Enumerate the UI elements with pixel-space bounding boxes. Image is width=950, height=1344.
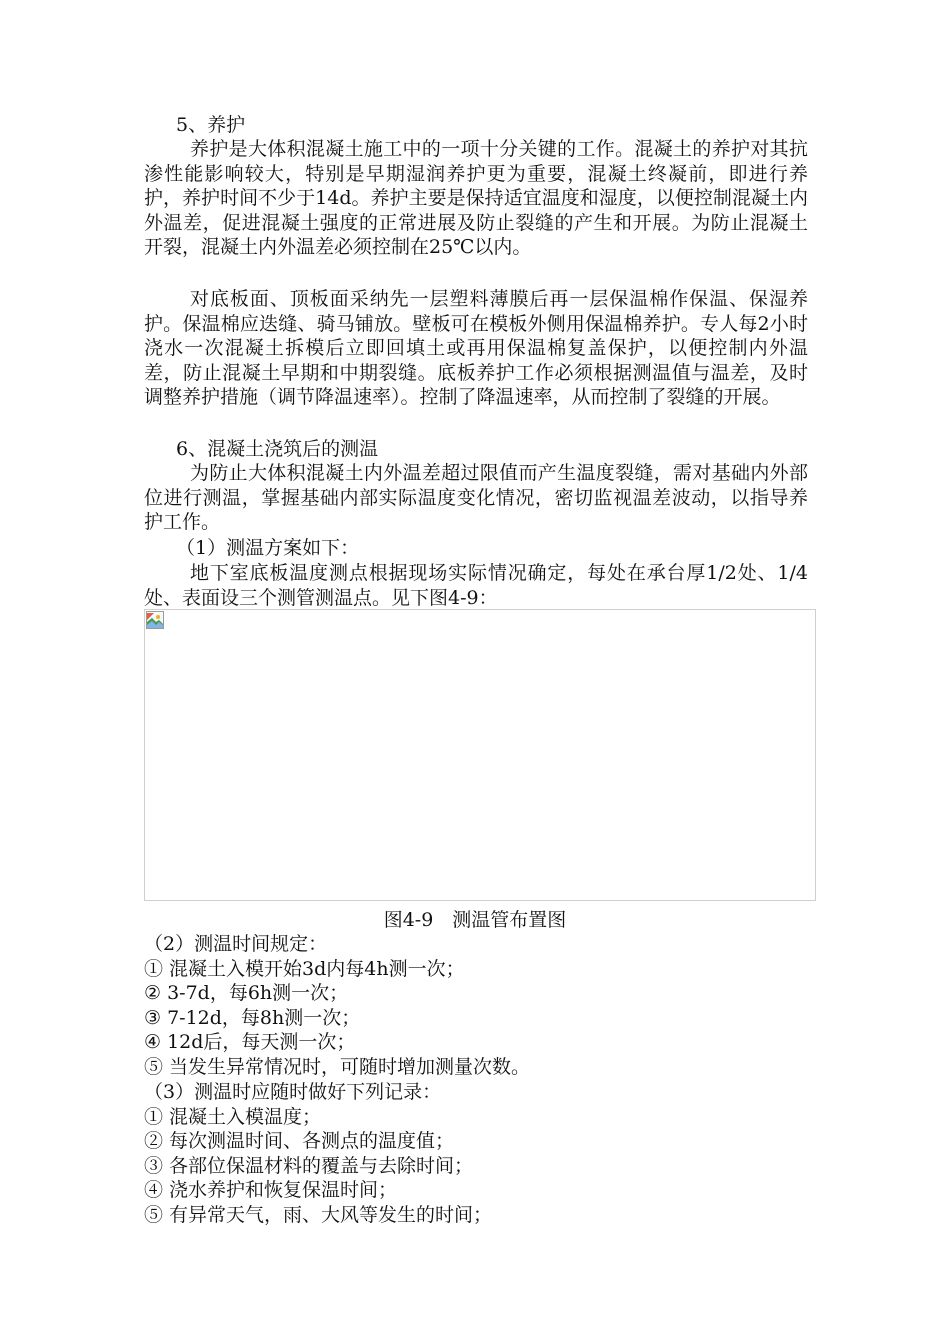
list-title: （3）测温时应随时做好下列记录：: [144, 1081, 442, 1103]
list-item: ④ 12d后，每天测一次；: [144, 1031, 356, 1054]
list-item: ⑤ 当发生异常情况时，可随时增加测量次数。: [144, 1055, 531, 1078]
list-item: ④ 浇水养护和恢复保温时间；: [144, 1179, 398, 1202]
paragraph-measuring-points: [144, 561, 808, 610]
list-title: （2）测温时间规定：: [144, 933, 328, 955]
list-item: ③ 各部位保温材料的覆盖与去除时间；: [144, 1154, 474, 1177]
broken-image-icon: [146, 611, 164, 629]
list-item: ③ 7-12d，每8h测一次；: [144, 1006, 361, 1029]
paragraph-curing-method: [144, 287, 808, 410]
paragraph-curing-importance: [144, 137, 808, 260]
list-item: ① 混凝土入模温度；: [144, 1105, 322, 1128]
measurement-time-list: [144, 932, 824, 1080]
subheading-plan: （1）测温方案如下：: [176, 537, 360, 559]
paragraph-temperature-purpose: [144, 461, 808, 535]
list-item: ⑤ 有异常天气，雨、大风等发生的时间；: [144, 1203, 493, 1226]
section-heading-curing: 5、养护: [176, 114, 246, 136]
records-list: [144, 1080, 824, 1228]
paragraph-text: 养护是大体积混凝土施工中的一项十分关键的工作。混凝土的养护对其抗渗性能影响较大，特别是早期湿润养护更为重要，混凝土终凝前，即进行养护，养护时间不少于14d。养护主要是保持适宜温度和湿度，以便控制混凝土内外温差，促进混凝土强度的正常进展及防止裂缝的产生和开展。为防止混凝土开裂，混凝土内外温差必须控制在25℃以内。: [144, 138, 808, 258]
figure-placeholder: [144, 609, 816, 901]
section-heading-temperature: 6、混凝土浇筑后的测温: [176, 438, 379, 460]
paragraph-text: 地下室底板温度测点根据现场实际情况确定，每处在承台厚1/2处、1/4处、表面设三个测管测温点。见下图4-9：: [144, 562, 808, 609]
figure-caption: 图4-9 测温管布置图: [383, 909, 567, 931]
list-item: ② 每次测温时间、各测点的温度值；: [144, 1130, 455, 1153]
paragraph-text: 为防止大体积混凝土内外温差超过限值而产生温度裂缝，需对基础内外部位进行测温，掌握基础内部实际温度变化情况，密切监视温差波动，以指导养护工作。: [144, 462, 808, 533]
paragraph-text: 对底板面、顶板面采纳先一层塑料薄膜后再一层保温棉作保温、保湿养护。保温棉应迭缝、骑马铺放。壁板可在模板外侧用保温棉养护。专人每2小时浇水一次混凝土拆模后立即回填土或再用保温棉复盖保护，以便控制内外温差，防止混凝土早期和中期裂缝。底板养护工作必须根据测温值与温差，及时调整养护措施（调节降温速率）。控制了降温速率，从而控制了裂缝的开展。: [144, 288, 808, 408]
list-item: ② 3-7d，每6h测一次；: [144, 982, 349, 1005]
list-item: ① 混凝土入模开始3d内每4h测一次；: [144, 957, 465, 980]
